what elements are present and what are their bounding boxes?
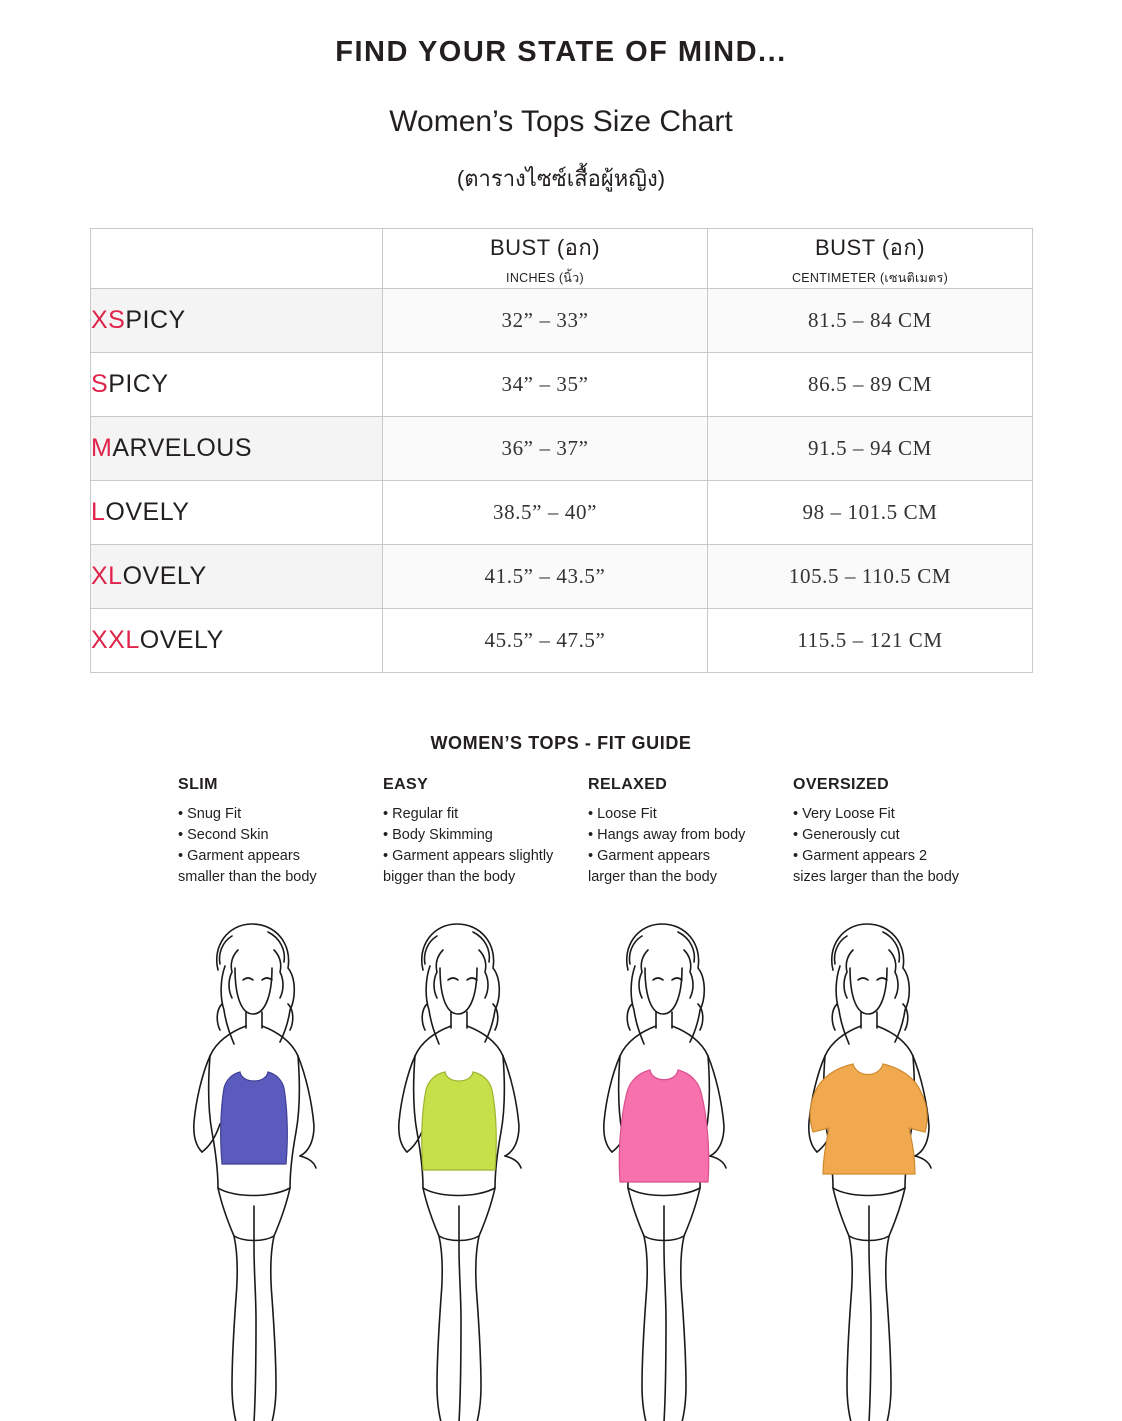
list-item: • Generously cut [793,827,900,843]
size-name: PICY [108,370,169,398]
figure-easy [355,906,560,1421]
list-item: • Snug Fit [178,806,242,822]
fit-guide-title: WOMEN’S TOPS - FIT GUIDE [430,733,692,753]
row-size-label [91,481,383,545]
fit-column-heading: RELAXED [588,776,668,793]
size-prefix: XXL [91,626,140,654]
size-name: PICY [125,306,186,334]
row-size-label [91,289,383,353]
list-item: • Garment appears [178,848,300,864]
table-row [91,609,1033,673]
row-bust-inches: 32” – 33” [383,289,708,353]
size-chart-table-wrap [90,228,1032,673]
row-bust-inches: 38.5” – 40” [383,481,708,545]
garment-relaxed [619,1070,708,1182]
header-cell-bust-inches [383,229,708,289]
fit-column-easy [383,776,588,888]
fit-bullet-list [178,804,377,887]
fit-guide-figures [150,906,1050,1421]
row-bust-inches: 41.5” – 43.5” [383,545,708,609]
row-bust-inches: 36” – 37” [383,417,708,481]
list-item: • Loose Fit [588,806,657,822]
garment-oversized [810,1064,927,1174]
figure-relaxed [560,906,765,1421]
table-header-row [91,229,1033,289]
list-item: • Hangs away from body [588,827,746,843]
table-row [91,417,1033,481]
size-prefix: XL [91,562,123,590]
row-size-label [91,545,383,609]
table-row [91,289,1033,353]
size-prefix: XS [91,306,126,334]
list-item: larger than the body [588,869,717,885]
fit-bullet-list [588,804,787,887]
page-headline: FIND YOUR STATE OF MIND... [335,36,787,68]
list-item: • Regular fit [383,806,459,822]
fit-column-slim [178,776,383,888]
row-bust-cm: 98 – 101.5 CM [708,481,1033,545]
fit-column-heading: SLIM [178,776,218,793]
size-name: OVELY [122,562,207,590]
row-size-label [91,417,383,481]
list-item: • Garment appears slightly [383,848,554,864]
row-bust-cm: 81.5 – 84 CM [708,289,1033,353]
size-name: OVELY [139,626,224,654]
row-bust-cm: 91.5 – 94 CM [708,417,1033,481]
header-cell-bust-cm [708,229,1033,289]
list-item: • Garment appears 2 [793,848,928,864]
row-bust-cm: 86.5 – 89 CM [708,353,1033,417]
size-name: OVELY [105,498,190,526]
list-item: • Very Loose Fit [793,806,895,822]
fit-guide-columns [178,776,998,888]
header-main-label: BUST (อก) [814,234,926,260]
list-item: • Body Skimming [383,827,493,843]
header-main-label: BUST (อก) [489,234,601,260]
size-prefix: L [91,498,106,526]
female-figure-illustration [355,906,560,1421]
row-bust-inches: 34” – 35” [383,353,708,417]
size-prefix: S [91,370,109,398]
list-item: bigger than the body [383,869,516,885]
garment-easy [422,1072,496,1170]
size-prefix: M [91,434,113,462]
table-row [91,545,1033,609]
fit-column-oversized [793,776,998,888]
fit-column-heading: OVERSIZED [793,776,890,793]
header-sub-label: CENTIMETER (เซนติเมตร) [791,270,949,285]
list-item: • Garment appears [588,848,710,864]
fit-column-heading: EASY [383,776,429,793]
row-bust-inches: 45.5” – 47.5” [383,609,708,673]
table-row [91,481,1033,545]
row-bust-cm: 115.5 – 121 CM [708,609,1033,673]
header-sub-label: INCHES (นิ้ว) [506,270,584,285]
header-cell-blank [91,229,383,289]
size-chart-table [90,228,1033,673]
fit-column-relaxed [588,776,793,888]
page-subtitle-thai: (ตารางไซซ์เสื้อผู้หญิง) [456,166,666,191]
garment-slim [221,1072,288,1164]
row-size-label [91,609,383,673]
size-name: ARVELOUS [112,434,253,462]
female-figure-illustration [150,906,355,1421]
figure-oversized [765,906,970,1421]
female-figure-illustration [765,906,970,1421]
list-item: smaller than the body [178,869,317,885]
figure-slim [150,906,355,1421]
table-row [91,353,1033,417]
row-bust-cm: 105.5 – 110.5 CM [708,545,1033,609]
fit-bullet-list [383,804,582,887]
page-subtitle: Women’s Tops Size Chart [389,105,733,138]
list-item: • Second Skin [178,827,269,843]
list-item: sizes larger than the body [793,869,960,885]
female-figure-illustration [560,906,765,1421]
row-size-label [91,353,383,417]
fit-bullet-list [793,804,992,887]
